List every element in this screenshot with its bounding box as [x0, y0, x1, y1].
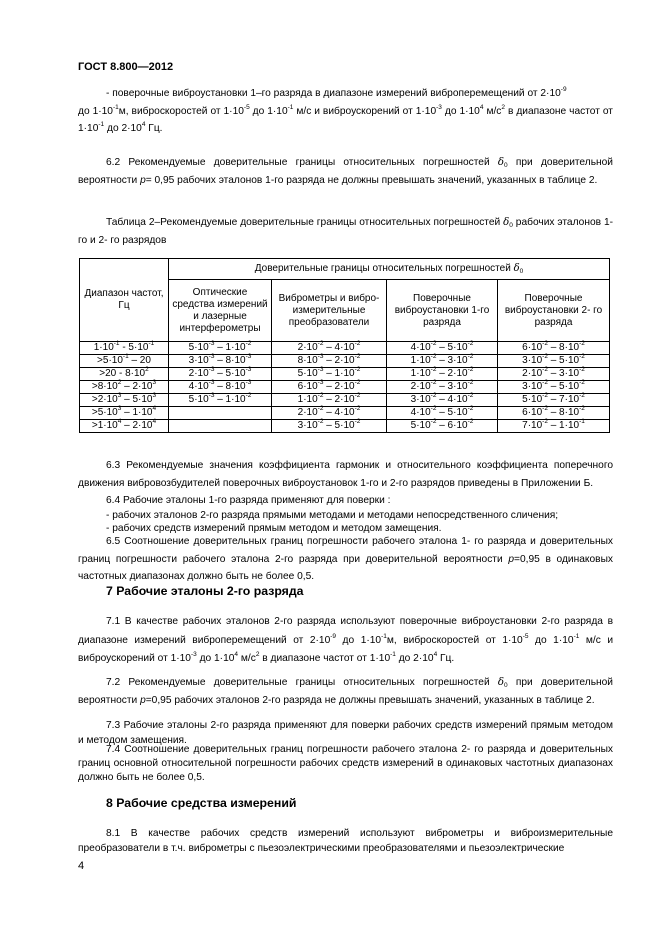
paragraph-6-4-item-1: - рабочих эталонов 2-го разряда прямыми методами и методами непосредственного сличения;: [106, 510, 559, 521]
value-cell: $2\cdot 10^{-2} - 3\cdot 10^{-2}$: [498, 368, 610, 381]
table-row: [80, 407, 610, 420]
col-header-class1: Поверочные виброустановки 1-го разряда: [387, 280, 498, 342]
value-cell: $4\cdot 10^{-3} - 8\cdot 10^{-3}$: [169, 381, 272, 394]
value-cell: [169, 420, 272, 433]
value-cell: $6\cdot 10^{-2} - 8\cdot 10^{-2}$: [498, 342, 610, 355]
value-cell: $6\cdot 10^{-3} - 2\cdot 10^{-2}$: [272, 381, 387, 394]
value-cell: $8\cdot 10^{-3} - 2\cdot 10^{-2}$: [272, 355, 387, 368]
section-7-heading: 7 Рабочие эталоны 2-го разряда: [106, 584, 304, 598]
table-row: [80, 381, 610, 394]
paragraph-6-4-item-2: - рабочих средств измерений прямым методом и методом замещения.: [106, 523, 442, 534]
paragraph-7-4: 7.4 Соотношение доверительных границ погрешности рабочего эталона 2- го разряда и доверительных границ основной относительной погрешности рабочих средств измерений в одинаковых частотных диапазонах должно быть не более 0,5.: [78, 744, 613, 783]
tolerance-table: [79, 258, 610, 433]
value-cell: $3\cdot 10^{-2} - 4\cdot 10^{-2}$: [387, 394, 498, 407]
range-cell: $>8\cdot 10^2 - 2\cdot 10^3$: [80, 381, 169, 394]
value-cell: $2\cdot 10^{-3} - 5\cdot 10^{-3}$: [169, 368, 272, 381]
value-cell: $5\cdot 10^{-3} - 1\cdot 10^{-2}$: [169, 342, 272, 355]
col-header-class2: Поверочные виброустановки 2- го разряда: [498, 280, 610, 342]
document-header: ГОСТ 8.800—2012: [78, 61, 174, 73]
value-cell: $3\cdot 10^{-3} - 8\cdot 10^{-3}$: [169, 355, 272, 368]
value-cell: $6\cdot 10^{-2} - 8\cdot 10^{-2}$: [498, 407, 610, 420]
paragraph-6-5: 6.5 Соотношение доверительных границ погрешности рабочего эталона 1- го разряда и доверительных границ погрешности рабочего эталона 2-го разряда при доверительной вероятности p=0,95 в одинаковых частотных диапазонах должно быть не более 0,5.: [78, 536, 613, 582]
table-body: [80, 342, 610, 433]
value-cell: $1\cdot 10^{-2} - 2\cdot 10^{-2}$: [272, 394, 387, 407]
paragraph-6-4: 6.4 Рабочие эталоны 1-го разряда применяют для поверки :: [106, 495, 391, 506]
value-cell: $2\cdot 10^{-2} - 4\cdot 10^{-2}$: [272, 407, 387, 420]
paragraph-6-2: 6.2 Рекомендуемые доверительные границы относительных погрешностей $\delta_0$ при доверительной вероятности p= 0,95 рабочих эталонов 1-го разряда не должны превышать значений, указанных в таблице 2.: [78, 157, 613, 186]
section-8-heading: 8 Рабочие средства измерений: [106, 796, 297, 810]
paragraph-7-3: 7.3 Рабочие эталоны 2-го разряда применяют для поверки рабочих средств измерений прямым методом и методом замещения.: [78, 720, 613, 746]
value-cell: $2\cdot 10^{-2} - 4\cdot 10^{-2}$: [272, 342, 387, 355]
paragraph-7-1: 7.1 В качестве рабочих эталонов 2-го разряда используют поверочные виброустановки 2-го разряда в диапазоне измерений виброперемещений от $2\cdot 10^{-9}$ до $1\cdot 10^{-1}м$, виброскоростей от $1\cdot 10^{-5}$ до $1\cdot 10^{-1}$ м/с и виброускорений от $1\cdot 10^{-3}$ до $1\cdot 10^4$ $м/с^2$ в диапазоне частот от $1\cdot 10^{-1}$ до $2\cdot 10^4$ Гц.: [78, 616, 614, 664]
value-cell: $1\cdot 10^{-2} - 2\cdot 10^{-2}$: [387, 368, 498, 381]
value-cell: $3\cdot 10^{-2} - 5\cdot 10^{-2}$: [498, 355, 610, 368]
value-cell: $7\cdot 10^{-2} - 1\cdot 10^{-1}$: [498, 420, 610, 433]
paragraph-7-2: 7.2 Рекомендуемые доверительные границы относительных погрешностей $\delta_0$ при доверительной вероятности p=0,95 рабочих эталонов 2-го разряда не должны превышать значений, указанных в таблице 2.: [78, 677, 613, 706]
range-cell: $1\cdot 10^{-1} - 5\cdot 10^{-1}$: [80, 342, 169, 355]
table-row: [80, 368, 610, 381]
value-cell: [169, 407, 272, 420]
value-cell: $3\cdot 10^{-2} - 5\cdot 10^{-2}$: [498, 381, 610, 394]
range-cell: $>20 - 8\cdot 10^2$: [80, 368, 169, 381]
range-cell: $>2\cdot 10^3 - 5\cdot 10^3$: [80, 394, 169, 407]
group-header: Доверительные границы относительных погрешностей $\delta_0$: [169, 259, 610, 280]
value-cell: $3\cdot 10^{-2} - 5\cdot 10^{-2}$: [272, 420, 387, 433]
table-row: [80, 394, 610, 407]
col-header-range: Диапазон частот, Гц: [80, 259, 169, 342]
table-caption: Таблица 2–Рекомендуемые доверительные границы относительных погрешностей $\delta_0$ рабочих эталонов 1-го и 2- го разрядов: [78, 217, 614, 246]
value-cell: $5\cdot 10^{-2} - 7\cdot 10^{-2}$: [498, 394, 610, 407]
value-cell: $4\cdot 10^{-2} - 5\cdot 10^{-2}$: [387, 407, 498, 420]
paragraph-8-1: 8.1 В качестве рабочих средств измерений используют виброметры и виброизмерительные преобразователи в т.ч. виброметры с пьезоэлектрическими преобразователями и пьезоэлектрические: [78, 828, 613, 854]
range-cell: $>1\cdot 10^4 - 2\cdot 10^4$: [80, 420, 169, 433]
range-cell: $>5\cdot 10^3 - 1\cdot 10^4$: [80, 407, 169, 420]
value-cell: $2\cdot 10^{-2} - 3\cdot 10^{-2}$: [387, 381, 498, 394]
value-cell: $5\cdot 10^{-3} - 1\cdot 10^{-2}$: [169, 394, 272, 407]
paragraph-6-3: 6.3 Рекомендуемые значения коэффициента гармоник и относительного коэффициента поперечного движения вибровозбудителей поверочных виброустановок 1-го и 2-го разрядов приведены в Приложении Б.: [78, 460, 613, 489]
value-cell: $5\cdot 10^{-3} - 1\cdot 10^{-2}$: [272, 368, 387, 381]
range-cell: $>5\cdot 10^{-1} - 20$: [80, 355, 169, 368]
page-number: 4: [78, 860, 85, 872]
table-row: [80, 355, 610, 368]
intro-paragraph: - поверочные виброустановки 1–го разряда в диапазоне измерений виброперемещений от $2\cdot 10^{-9}$ до $1\cdot 10^{-1}м$, виброскоростей от $1\cdot 10^{-5}$ до $1\cdot 10^{-1}$ м/с и виброускорений от $1\cdot 10^{-3}$ до $1\cdot 10^4$ $м/с^2$ в диапазоне частот от $1\cdot 10^{-1}$ до $2\cdot 10^4$ Гц.: [78, 86, 613, 134]
table-row: [80, 420, 610, 433]
value-cell: $5\cdot 10^{-2} - 6\cdot 10^{-2}$: [387, 420, 498, 433]
value-cell: $4\cdot 10^{-2} - 5\cdot 10^{-2}$: [387, 342, 498, 355]
value-cell: $1\cdot 10^{-2} - 3\cdot 10^{-2}$: [387, 355, 498, 368]
table-row: [80, 342, 610, 355]
col-header-optical: Оптические средства измерений и лазерные интерферометры: [169, 280, 272, 342]
col-header-vibrometers: Виброметры и вибро-измерительные преобразователи: [272, 280, 387, 342]
